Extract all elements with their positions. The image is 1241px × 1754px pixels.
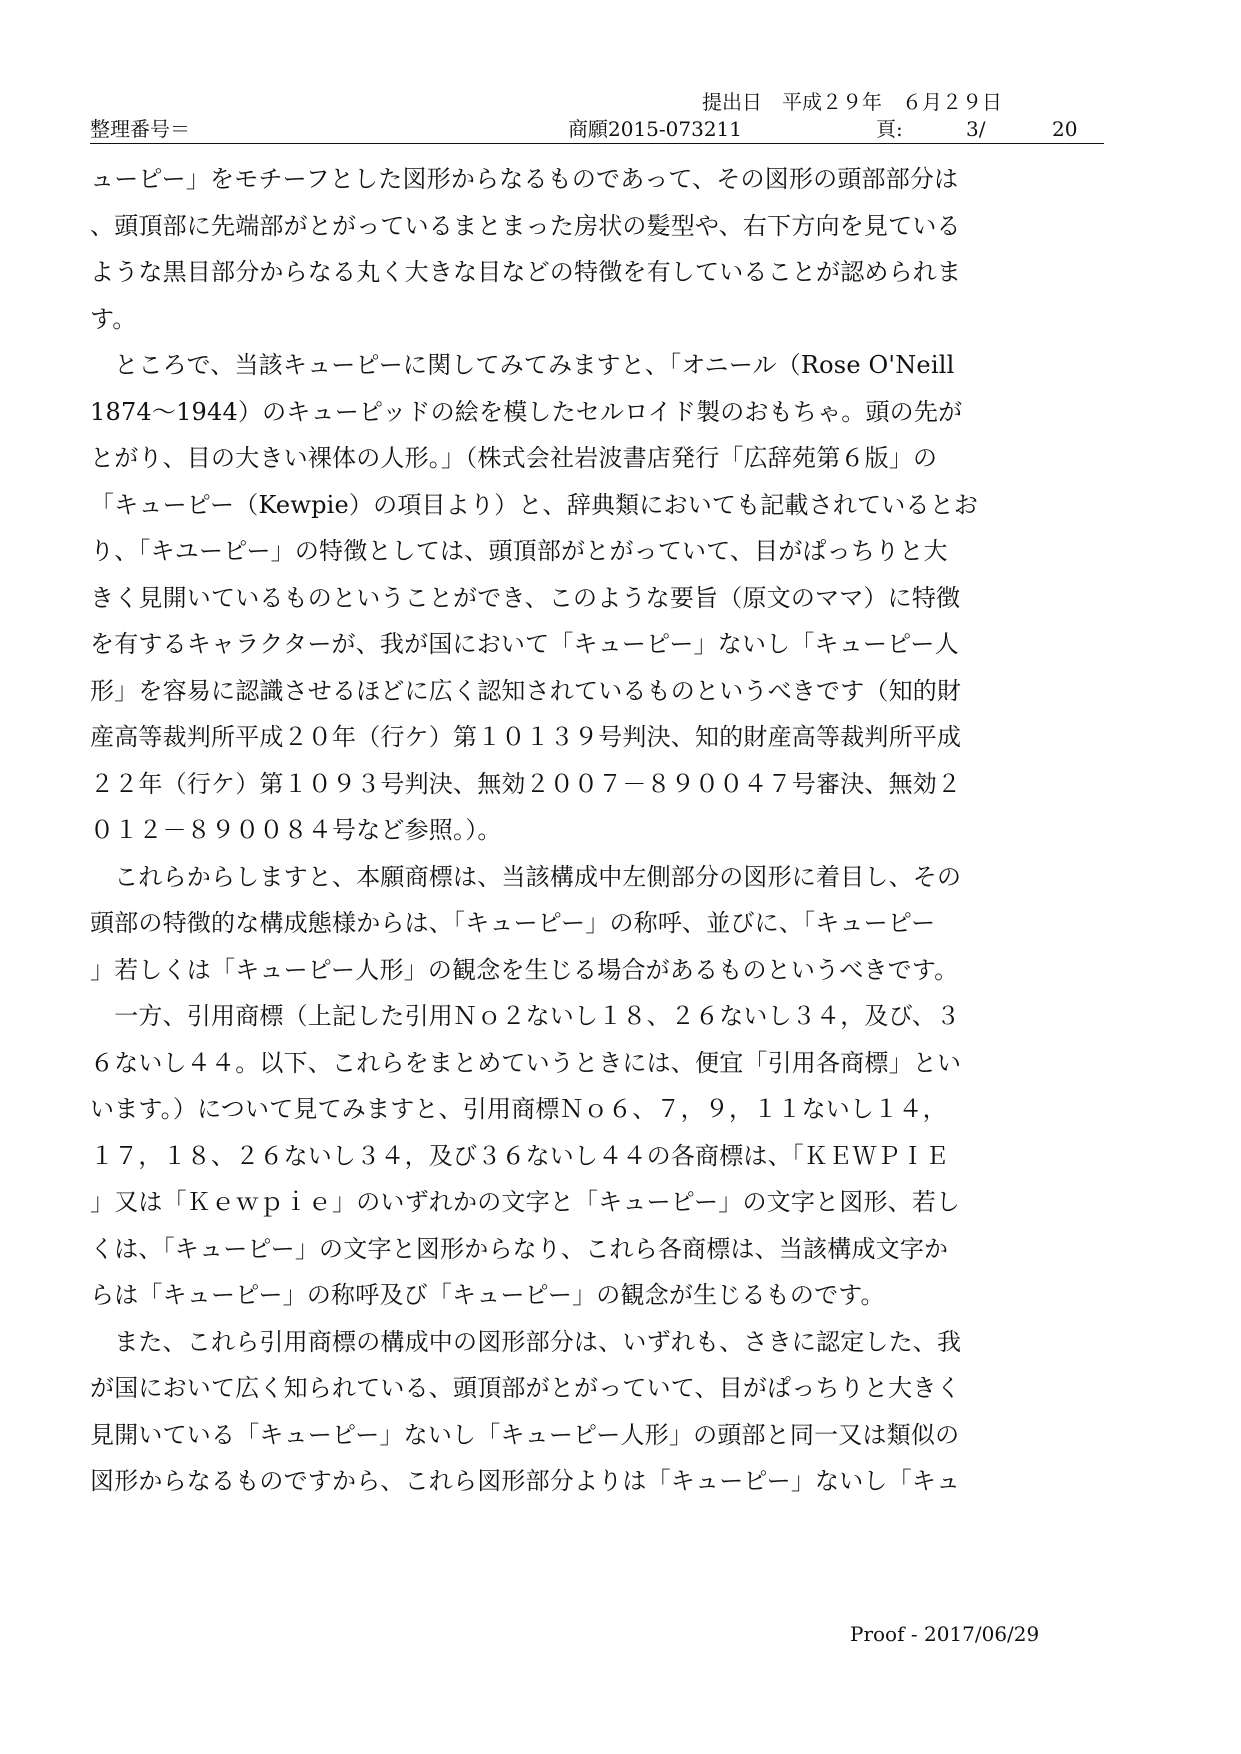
body-line: これらからしますと、本願商標は、当該構成中左側部分の図形に着目し、その xyxy=(90,862,962,891)
body-line: 産高等裁判所平成２０年（行ケ）第１０１３９号判決、知的財産高等裁判所平成 xyxy=(90,723,962,751)
body-line: が国において広く知られている、頭頂部がとがっていて、目がぱっちりと大きく xyxy=(90,1374,961,1402)
body-line: 頭部の特徴的な構成態様からは、「キューピー」の称呼、並びに、「キューピー xyxy=(90,909,936,937)
body-line: 形」を容易に認識させるほどに広く認知されているものというべきです（知的財 xyxy=(90,676,962,705)
body-line: います。）について見てみますと、引用商標Ｎｏ６、７，９，１１ないし１４， xyxy=(90,1095,947,1123)
body-line: 見開いている「キューピー」ないし「キューピー人形」の頭部と同一又は類似の xyxy=(90,1420,960,1449)
body-line: ューピー」をモチーフとした図形からなるものであって、その図形の頭部部分は xyxy=(90,165,959,193)
proof-footer: Proof - 2017/06/29 xyxy=(850,1622,1040,1646)
body-line: ２２年（行ケ）第１０９３号判決、無効２００７－８９００４７号審決、無効２ xyxy=(90,769,962,798)
body-line: 」又は「Ｋｅｗｐｉｅ」のいずれかの文字と「キューピー」の文字と図形、若し xyxy=(90,1188,961,1216)
body-line: ０１２－８９００８４号など参照。）。 xyxy=(90,816,502,844)
body-line: １７，１８、２６ないし３４，及び３６ないし４４の各商標は、「ＫＥＷＰＩＥ xyxy=(90,1141,950,1170)
header-rule xyxy=(90,143,1104,144)
body-line: ６ないし４４。以下、これらをまとめていうときには、便宜「引用各商標」とい xyxy=(90,1048,962,1077)
body-line: す。 xyxy=(90,304,137,333)
body-line: 図形からなるものですから、これら図形部分よりは「キューピー」ないし「キュ xyxy=(90,1467,961,1495)
body-line: また、これら引用商標の構成中の図形部分は、いずれも、さきに認定した、我 xyxy=(90,1327,962,1356)
body-line: きく見開いているものということができ、このような要旨（原文のママ）に特徴 xyxy=(90,583,961,612)
body-line: 」若しくは「キューピー人形」の観念を生じる場合があるものというべきです。 xyxy=(90,955,959,984)
body-line: ような黒目部分からなる丸く大きな目などの特徴を有していることが認められま xyxy=(90,258,962,286)
body-line: らは「キューピー」の称呼及び「キューピー」の観念が生じるものです。 xyxy=(90,1281,885,1309)
body-line: 1874～1944）のキューピッドの絵を模したセルロイド製のおもちゃ。頭の先が xyxy=(90,397,963,426)
body-line: とがり、目の大きい裸体の人形。」（株式会社岩波書店発行「広辞苑第６版」の xyxy=(90,444,938,472)
body-line: ところで、当該キューピーに関してみてみますと、「オニール（Rose O'Neill xyxy=(90,351,955,379)
body-line: を有するキャラクターが、我が国において「キューピー」ないし「キューピー人 xyxy=(90,630,959,658)
application-number: 商願2015-073211 xyxy=(568,117,743,141)
document-body xyxy=(90,156,1110,1505)
body-line: 「キューピー（Kewpie）の項目より）と、辞典類においても記載されているとお xyxy=(90,490,979,519)
body-line: 、頭頂部に先端部がとがっているまとまった房状の髪型や、右下方向を見ている xyxy=(90,211,961,240)
page-number: 3/ xyxy=(966,117,986,141)
page-total: 20 xyxy=(1052,117,1078,141)
body-line: り、「キユーピー」の特徴としては、頭頂部がとがっていて、目がぱっちりと大 xyxy=(90,537,948,565)
page-label: 頁: xyxy=(876,117,903,141)
reference-number-label: 整理番号＝ xyxy=(90,117,190,141)
body-line: 一方、引用商標（上記した引用Ｎｏ２ないし１８、２６ないし３４，及び、３ xyxy=(90,1002,961,1030)
submission-date: 提出日 平成２９年 ６月２９日 xyxy=(702,90,1002,114)
body-line: くは、「キューピー」の文字と図形からなり、これら各商標は、当該構成文字か xyxy=(90,1234,949,1263)
